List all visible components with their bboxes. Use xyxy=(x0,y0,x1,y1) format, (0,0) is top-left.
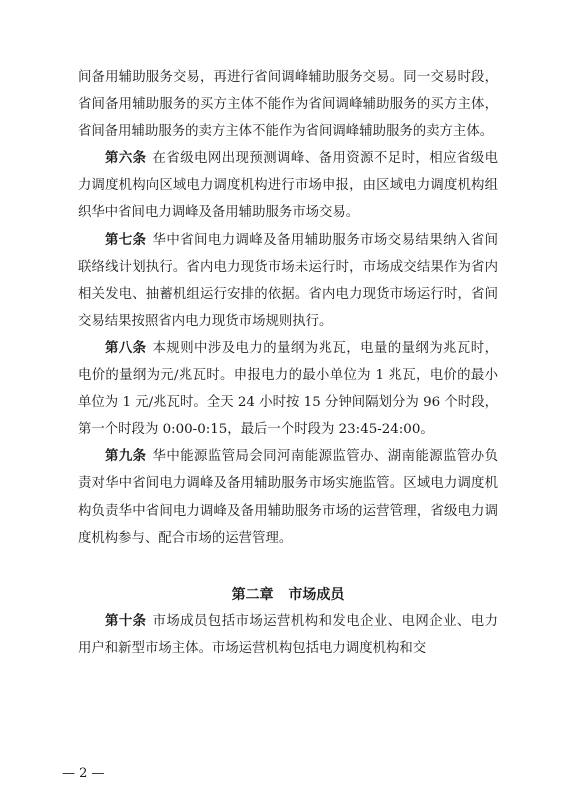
article-8 xyxy=(78,335,498,443)
article-7-label: 第七条 xyxy=(105,232,147,248)
article-8-text: 本规则中涉及电力的量纲为兆瓦，电量的量纲为兆瓦时，电价的量纲为元/兆瓦时。申报电力的最小单位为 1 兆瓦，电价的最小单位为 1 元/兆瓦时。全天 24 小时按 15 分钟间隔划分为 96 个时段，第一个时段为 0:00-0:15，最后一个时段为 23:45-24:00。 xyxy=(78,340,499,438)
article-7 xyxy=(78,227,498,335)
page-body xyxy=(78,64,498,662)
article-9 xyxy=(78,443,498,551)
article-6 xyxy=(78,145,498,226)
paragraph-text: 间备用辅助服务交易，再进行省间调峰辅助服务交易。同一交易时段，省间备用辅助服务的买方主体不能作为省间调峰辅助服务的买方主体，省间备用辅助服务的卖方主体不能作为省间调峰辅助服务的卖方主体。 xyxy=(78,70,498,140)
article-9-text: 华中能源监管局会同河南能源监管办、湖南能源监管办负责对华中省间电力调峰及备用辅助服务市场实施监管。区域电力调度机构负责华中省间电力调峰及备用辅助服务市场的运营管理，省级电力调度机构参与、配合市场的运营管理。 xyxy=(78,449,499,546)
article-10-text: 市场成员包括市场运营机构和发电企业、电网企业、电力用户和新型市场主体。市场运营机构包括电力调度机构和交 xyxy=(78,613,499,656)
paragraph-continuation xyxy=(78,64,498,145)
article-9-label: 第九条 xyxy=(105,449,147,465)
page-number: — 2 — xyxy=(62,766,105,781)
article-10-label: 第十条 xyxy=(105,613,147,629)
article-8-label: 第八条 xyxy=(105,340,147,356)
article-6-text: 在省级电网出现预测调峰、备用资源不足时，相应省级电力调度机构向区域电力调度机构进行市场申报，由区域电力调度机构组织华中省间电力调峰及备用辅助服务市场交易。 xyxy=(78,151,499,221)
article-7-text: 华中省间电力调峰及备用辅助服务市场交易结果纳入省间联络线计划执行。省内电力现货市场未运行时，市场成交结果作为省内相关发电、抽蓄机组运行安排的依据。省内电力现货市场运行时，省间交易结果按照省内电力现货市场规则执行。 xyxy=(78,232,499,329)
article-6-label: 第六条 xyxy=(105,151,147,167)
chapter-title: 第二章 市场成员 xyxy=(231,586,345,603)
article-10 xyxy=(78,608,498,662)
